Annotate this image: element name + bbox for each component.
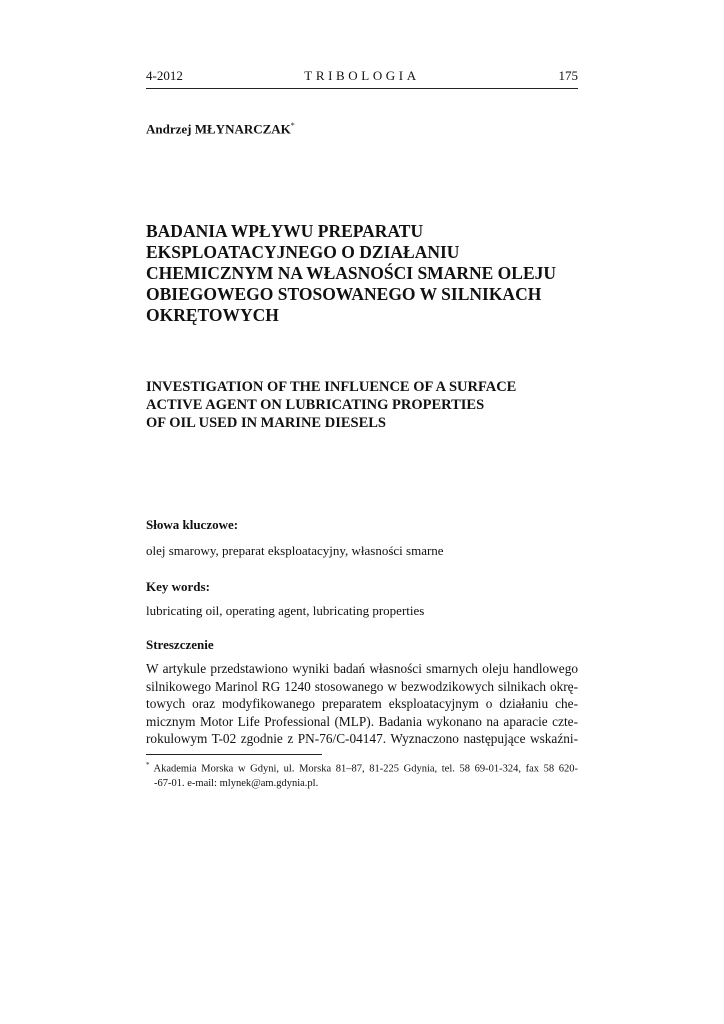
title-english-line: INVESTIGATION OF THE INFLUENCE OF A SURFACE [146, 379, 517, 395]
issue-number: 4-2012 [146, 68, 183, 83]
title-english-line: OF OIL USED IN MARINE DIESELS [146, 415, 386, 431]
title-polish-line: OKRĘTOWYCH [146, 305, 279, 325]
title-english [146, 378, 586, 432]
keywords-polish-text: olej smarowy, preparat eksploatacyjny, własności smarne [146, 543, 444, 558]
running-header [146, 68, 578, 89]
title-polish [146, 221, 586, 326]
title-polish-line: EKSPLOATACYJNEGO O DZIAŁANIU [146, 242, 460, 262]
abstract-line: silnikowego Marinol RG 1240 stosowanego w bezwodzikowych silnikach okrę- [146, 678, 578, 694]
title-polish-line: OBIEGOWEGO STOSOWANEGO W SILNIKACH [146, 284, 542, 304]
footnote-divider [146, 754, 322, 755]
author-footnote-marker: * [290, 121, 295, 130]
footnote [146, 758, 578, 791]
abstract-body [146, 660, 578, 748]
footnote-line [146, 758, 578, 777]
footnote-affiliation: Akademia Morska w Gdyni, ul. Morska 81–87, 81-225 Gdynia, tel. 58 69-01-324, fax 58 620- [153, 763, 578, 775]
abstract-line: W artykule przedstawiono wyniki badań własności smarnych oleju handlowego [146, 661, 578, 676]
abstract-line: micznym Motor Life Professional (MLP). Badania wykonano na aparacie czte- [146, 713, 578, 729]
author-name: Andrzej MŁYNARCZAK [146, 121, 291, 137]
title-polish-line: CHEMICZNYM NA WŁASNOŚCI SMARNE OLEJU [146, 263, 557, 283]
keywords-english-heading: Key words: [146, 579, 210, 594]
keywords-english-text: lubricating oil, operating agent, lubricating properties [146, 603, 425, 618]
footnote-marker: * [146, 761, 150, 769]
author [146, 121, 295, 137]
abstract-heading: Streszczenie [146, 637, 214, 652]
abstract-line: towych oraz modyfikowanego preparatem eksploatacyjnym o działaniu che- [146, 696, 578, 712]
title-polish-line: BADANIA WPŁYWU PREPARATU [146, 221, 424, 241]
abstract-line: rokulowym T-02 zgodnie z PN-76/C-04147. Wyznaczono następujące wskaźni- [146, 731, 578, 747]
page-number: 175 [558, 68, 578, 83]
title-english-line: ACTIVE AGENT ON LUBRICATING PROPERTIES [146, 397, 485, 413]
journal-name: TRIBOLOGIA [304, 68, 420, 83]
footnote-contact: -67-01. e-mail: mlynek@am.gdynia.pl. [154, 777, 319, 789]
keywords-polish-heading: Słowa kluczowe: [146, 517, 239, 532]
